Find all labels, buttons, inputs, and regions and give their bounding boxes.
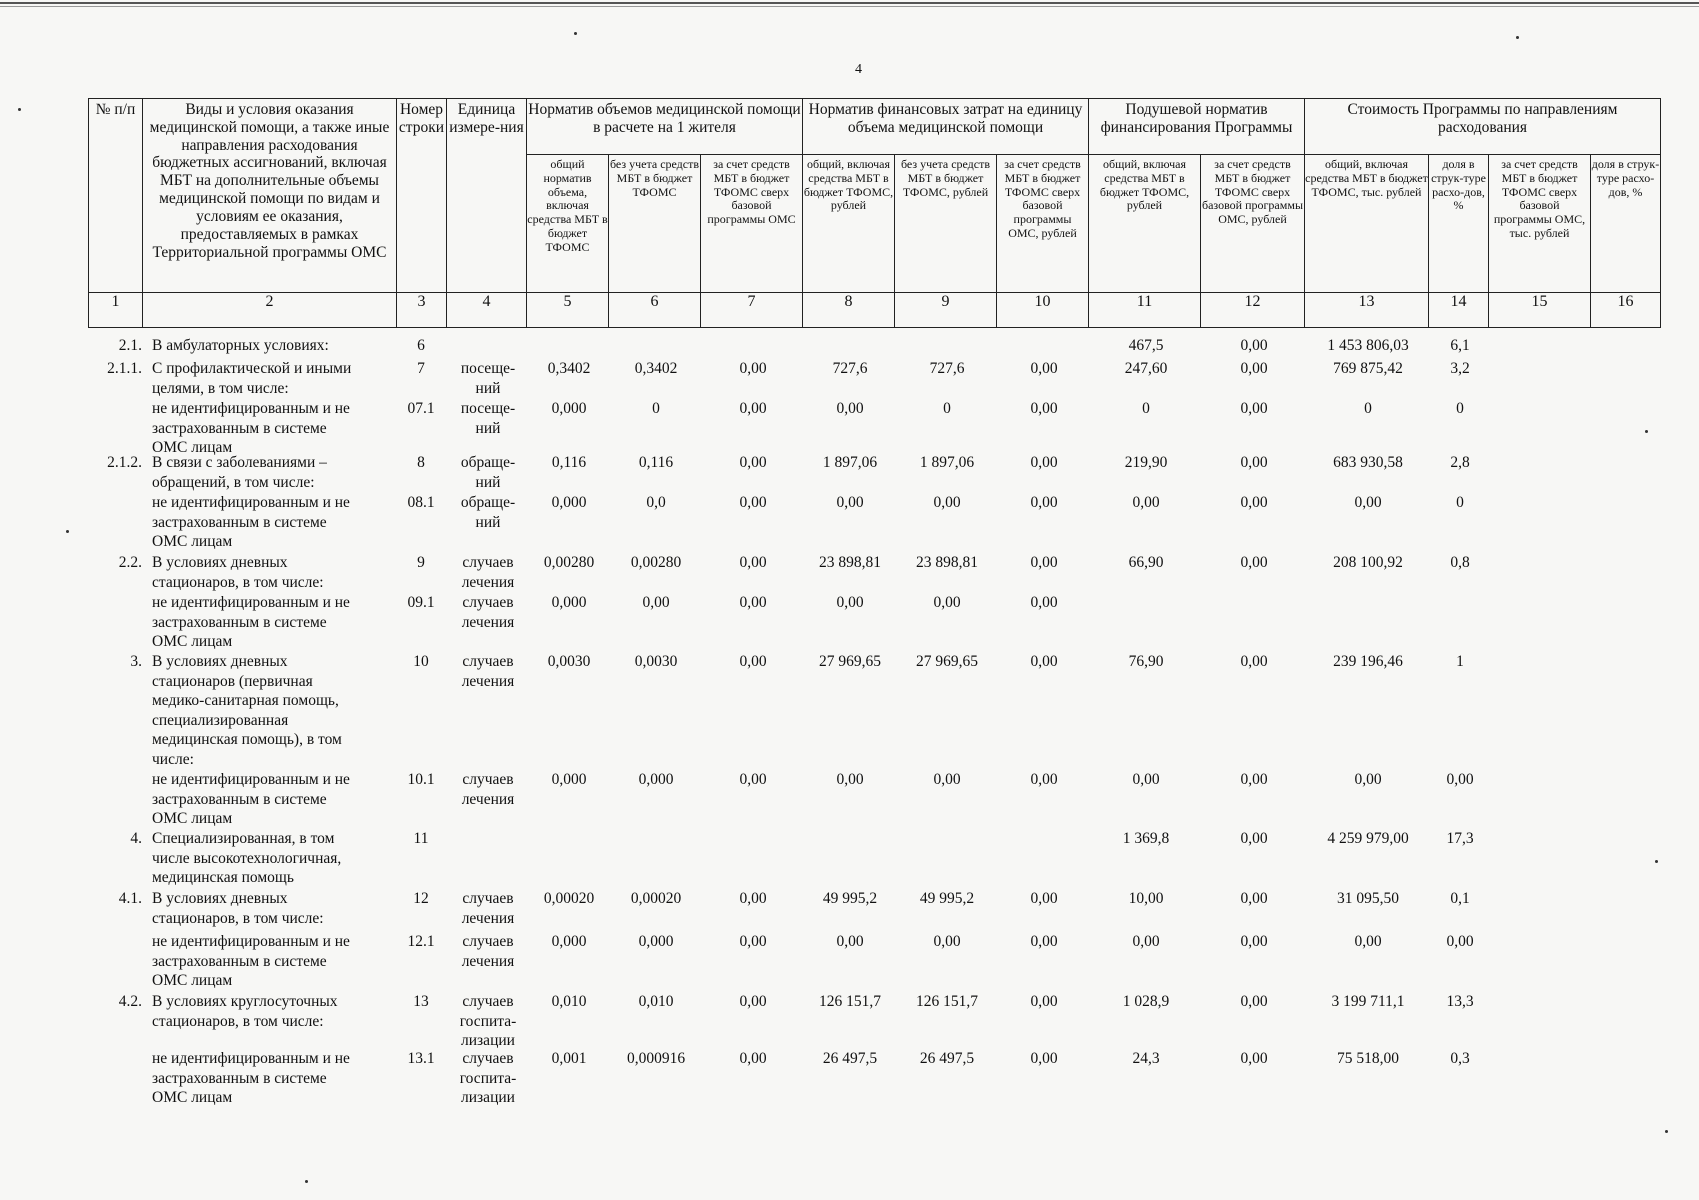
cell-v6: 0,000916 bbox=[626, 1050, 686, 1067]
page-top-rule bbox=[0, 2, 1699, 4]
cell-line: 7 bbox=[417, 360, 425, 377]
cell-v11: 219,90 bbox=[1124, 454, 1168, 471]
cell-line: 11 bbox=[413, 830, 429, 847]
scan-speck bbox=[18, 108, 21, 111]
cell-v7: 0,00 bbox=[739, 494, 767, 511]
cell-v14: 0,3 bbox=[1450, 1050, 1470, 1067]
column-number: 12 bbox=[1201, 293, 1305, 328]
column-number: 16 bbox=[1591, 293, 1661, 328]
cell-v14: 17,3 bbox=[1446, 830, 1474, 847]
cell-line: 9 bbox=[417, 554, 425, 571]
cell-v12: 0,00 bbox=[1240, 993, 1268, 1010]
cell-line: 09.1 bbox=[407, 594, 435, 611]
column-number: 4 bbox=[447, 293, 527, 328]
cell-v9: 0,00 bbox=[933, 771, 961, 788]
cell-line: 12 bbox=[413, 890, 429, 907]
header-col-4: Единица измере-ния bbox=[447, 99, 527, 293]
cell-v7: 0,00 bbox=[739, 933, 767, 950]
cell-name: В связи с заболеваниями – обращений, в том числе: bbox=[152, 454, 327, 491]
cell-line: 08.1 bbox=[407, 494, 435, 511]
cell-v14: 3,2 bbox=[1450, 360, 1470, 377]
cell-no: 4. bbox=[130, 830, 142, 847]
header-sub-8: общий, включая средства МБТ в бюджет ТФОМС, рублей bbox=[803, 155, 895, 293]
cell-v5: 0,001 bbox=[551, 1050, 587, 1067]
column-number-row bbox=[89, 293, 1661, 328]
column-number: 9 bbox=[895, 293, 997, 328]
cell-v11: 66,90 bbox=[1128, 554, 1164, 571]
cell-v13: 239 196,46 bbox=[1333, 653, 1403, 670]
cell-v9: 0 bbox=[943, 400, 951, 417]
cell-v12: 0,00 bbox=[1240, 494, 1268, 511]
cell-no: 2.1.1. bbox=[107, 360, 142, 377]
header-table bbox=[88, 98, 1661, 328]
cell-no: 2.1.2. bbox=[107, 454, 142, 471]
cell-line: 13 bbox=[413, 993, 429, 1010]
cell-v6: 0,00020 bbox=[630, 890, 682, 907]
cell-no: 2.1. bbox=[118, 337, 142, 354]
header-sub-13: общий, включая средства МБТ в бюджет ТФОМС, тыс. рублей bbox=[1305, 155, 1429, 293]
cell-v7: 0,00 bbox=[739, 653, 767, 670]
cell-v11: 1 369,8 bbox=[1122, 830, 1170, 847]
header-sub-5: общий норматив объема, включая средства МБТ в бюджет ТФОМС bbox=[527, 155, 609, 293]
cell-v7: 0,00 bbox=[739, 400, 767, 417]
cell-v11: 0,00 bbox=[1132, 771, 1160, 788]
cell-v5: 0,000 bbox=[551, 400, 587, 417]
cell-v8: 49 995,2 bbox=[822, 890, 878, 907]
cell-line: 10 bbox=[413, 653, 429, 670]
cell-v8: 0,00 bbox=[836, 771, 864, 788]
cell-v9: 727,6 bbox=[929, 360, 965, 377]
cell-v11: 24,3 bbox=[1132, 1050, 1160, 1067]
cell-v11: 247,60 bbox=[1124, 360, 1168, 377]
column-number: 14 bbox=[1429, 293, 1489, 328]
column-number: 10 bbox=[997, 293, 1089, 328]
cell-v13: 75 518,00 bbox=[1337, 1050, 1399, 1067]
cell-line: 10.1 bbox=[407, 771, 435, 788]
cell-v7: 0,00 bbox=[739, 771, 767, 788]
cell-v5: 0,00280 bbox=[543, 554, 595, 571]
cell-v8: 0,00 bbox=[836, 594, 864, 611]
cell-v7: 0,00 bbox=[739, 993, 767, 1010]
page-number: 4 bbox=[855, 62, 862, 77]
cell-v13: 0,00 bbox=[1354, 771, 1382, 788]
cell-name: не идентифицированным и не застрахованным в системе ОМС лицам bbox=[152, 1050, 350, 1106]
cell-v7: 0,00 bbox=[739, 554, 767, 571]
cell-unit: случаев лечения bbox=[461, 771, 515, 808]
cell-v7: 0,00 bbox=[739, 1050, 767, 1067]
cell-v12: 0,00 bbox=[1240, 771, 1268, 788]
cell-v8: 26 497,5 bbox=[822, 1050, 878, 1067]
cell-v8: 727,6 bbox=[832, 360, 868, 377]
cell-v14: 0,00 bbox=[1446, 771, 1474, 788]
cell-v9: 0,00 bbox=[933, 594, 961, 611]
cell-v7: 0,00 bbox=[739, 890, 767, 907]
cell-v13: 4 259 979,00 bbox=[1327, 830, 1409, 847]
cell-v12: 0,00 bbox=[1240, 554, 1268, 571]
cell-no: 2.2. bbox=[118, 554, 142, 571]
header-sub-15: за счет средств МБТ в бюджет ТФОМС сверх базовой программы ОМС, тыс. рублей bbox=[1489, 155, 1591, 293]
cell-v9: 23 898,81 bbox=[916, 554, 978, 571]
cell-v10: 0,00 bbox=[1030, 653, 1058, 670]
scan-speck bbox=[305, 1180, 308, 1183]
scan-speck bbox=[1665, 1130, 1668, 1133]
cell-name: не идентифицированным и не застрахованным в системе ОМС лицам bbox=[152, 771, 350, 827]
cell-name: не идентифицированным и не застрахованным в системе ОМС лицам bbox=[152, 400, 350, 456]
cell-v6: 0,010 bbox=[638, 993, 674, 1010]
cell-v8: 0,00 bbox=[836, 933, 864, 950]
column-number: 11 bbox=[1089, 293, 1201, 328]
cell-v5: 0,000 bbox=[551, 494, 587, 511]
header-sub-9: без учета средств МБТ в бюджет ТФОМС, рублей bbox=[895, 155, 997, 293]
column-number: 3 bbox=[397, 293, 447, 328]
cell-name: Специализированная, в том числе высокотехнологичная, медицинская помощь bbox=[152, 830, 342, 886]
cell-v5: 0,000 bbox=[551, 771, 587, 788]
cell-v13: 1 453 806,03 bbox=[1327, 337, 1409, 354]
cell-line: 13.1 bbox=[407, 1050, 435, 1067]
cell-v6: 0,0030 bbox=[634, 653, 678, 670]
header-col-2: Виды и условия оказания медицинской помощи, а также иные направления расходования бюджетных ассигнований, включая МБТ на дополнительные объемы медицинской помощи по видам и условиям ее оказания, предоставляемых в рамках Территориальной программы ОМС bbox=[143, 99, 397, 293]
cell-v10: 0,00 bbox=[1030, 454, 1058, 471]
cell-v13: 208 100,92 bbox=[1333, 554, 1403, 571]
cell-v8: 23 898,81 bbox=[819, 554, 881, 571]
cell-name: не идентифицированным и не застрахованным в системе ОМС лицам bbox=[152, 933, 350, 989]
column-number: 7 bbox=[701, 293, 803, 328]
cell-v5: 0,000 bbox=[551, 933, 587, 950]
cell-v8: 1 897,06 bbox=[822, 454, 878, 471]
cell-unit: обраще- ний bbox=[460, 454, 516, 491]
header-sub-16: доля в струк-туре расхо-дов, % bbox=[1591, 155, 1661, 293]
cell-v10: 0,00 bbox=[1030, 594, 1058, 611]
header-sub-6: без учета средств МБТ в бюджет ТФОМС bbox=[609, 155, 701, 293]
cell-v10: 0,00 bbox=[1030, 554, 1058, 571]
scan-speck bbox=[574, 32, 577, 35]
cell-v10: 0,00 bbox=[1030, 1050, 1058, 1067]
cell-no: 4.2. bbox=[118, 993, 142, 1010]
cell-v5: 0,116 bbox=[551, 454, 587, 471]
cell-line: 8 bbox=[417, 454, 425, 471]
cell-v12: 0,00 bbox=[1240, 360, 1268, 377]
cell-v9: 0,00 bbox=[933, 494, 961, 511]
cell-v5: 0,0030 bbox=[547, 653, 591, 670]
cell-v6: 0,116 bbox=[638, 454, 674, 471]
cell-v11: 0 bbox=[1142, 400, 1150, 417]
cell-v14: 0,00 bbox=[1446, 933, 1474, 950]
cell-v12: 0,00 bbox=[1240, 830, 1268, 847]
cell-v6: 0 bbox=[652, 400, 660, 417]
cell-v11: 76,90 bbox=[1128, 653, 1164, 670]
cell-unit: случаев госпита- лизации bbox=[459, 1050, 517, 1106]
column-number: 8 bbox=[803, 293, 895, 328]
cell-v8: 0,00 bbox=[836, 494, 864, 511]
cell-name: В амбулаторных условиях: bbox=[152, 337, 329, 354]
cell-v12: 0,00 bbox=[1240, 933, 1268, 950]
scan-speck bbox=[1645, 430, 1648, 433]
cell-v11: 467,5 bbox=[1128, 337, 1164, 354]
page-top-rule-thin bbox=[0, 6, 1699, 7]
cell-v10: 0,00 bbox=[1030, 494, 1058, 511]
cell-v12: 0,00 bbox=[1240, 337, 1268, 354]
cell-v9: 126 151,7 bbox=[916, 993, 978, 1010]
cell-v10: 0,00 bbox=[1030, 933, 1058, 950]
cell-v11: 0,00 bbox=[1132, 933, 1160, 950]
cell-v14: 0,8 bbox=[1450, 554, 1470, 571]
cell-line: 6 bbox=[417, 337, 425, 354]
column-number: 15 bbox=[1489, 293, 1591, 328]
header-group-cost: Норматив финансовых затрат на единицу объема медицинской помощи bbox=[803, 99, 1089, 155]
cell-unit: случаев лечения bbox=[461, 933, 515, 970]
cell-v14: 13,3 bbox=[1446, 993, 1474, 1010]
cell-v14: 1 bbox=[1456, 653, 1464, 670]
cell-unit: случаев лечения bbox=[461, 594, 515, 631]
cell-v9: 49 995,2 bbox=[919, 890, 975, 907]
cell-v12: 0,00 bbox=[1240, 653, 1268, 670]
cell-v8: 0,00 bbox=[836, 400, 864, 417]
cell-v13: 0,00 bbox=[1354, 494, 1382, 511]
cell-v6: 0,000 bbox=[638, 771, 674, 788]
cell-v13: 3 199 711,1 bbox=[1331, 993, 1405, 1010]
header-sub-7: за счет средств МБТ в бюджет ТФОМС сверх базовой программы ОМС bbox=[701, 155, 803, 293]
cell-v11: 10,00 bbox=[1128, 890, 1164, 907]
cell-v6: 0,0 bbox=[646, 494, 666, 511]
cell-v14: 0 bbox=[1456, 494, 1464, 511]
column-number: 2 bbox=[143, 293, 397, 328]
column-number: 13 bbox=[1305, 293, 1429, 328]
cell-v13: 683 930,58 bbox=[1333, 454, 1403, 471]
column-number: 1 bbox=[89, 293, 143, 328]
cell-v5: 0,00020 bbox=[543, 890, 595, 907]
cell-unit: обраще- ний bbox=[460, 494, 516, 531]
column-number: 5 bbox=[527, 293, 609, 328]
header-group-volume: Норматив объемов медицинской помощи в расчете на 1 жителя bbox=[527, 99, 803, 155]
cell-v10: 0,00 bbox=[1030, 360, 1058, 377]
cell-v13: 0 bbox=[1364, 400, 1372, 417]
cell-v10: 0,00 bbox=[1030, 400, 1058, 417]
cell-unit: случаев лечения bbox=[461, 653, 515, 690]
cell-no: 3. bbox=[130, 653, 142, 670]
cell-v12: 0,00 bbox=[1240, 1050, 1268, 1067]
cell-v5: 0,010 bbox=[551, 993, 587, 1010]
cell-v6: 0,00280 bbox=[630, 554, 682, 571]
cell-v10: 0,00 bbox=[1030, 993, 1058, 1010]
cell-v14: 2,8 bbox=[1450, 454, 1470, 471]
scan-speck bbox=[66, 530, 69, 533]
scan-speck bbox=[1655, 860, 1658, 863]
cell-unit: случаев госпита- лизации bbox=[459, 993, 517, 1049]
cell-v13: 0,00 bbox=[1354, 933, 1382, 950]
cell-unit: посеще- ний bbox=[460, 360, 516, 397]
cell-v8: 27 969,65 bbox=[819, 653, 881, 670]
cell-v14: 0 bbox=[1456, 400, 1464, 417]
cell-v9: 0,00 bbox=[933, 933, 961, 950]
header-group-percapita: Подушевой норматив финансирования Программы bbox=[1089, 99, 1305, 155]
cell-v12: 0,00 bbox=[1240, 890, 1268, 907]
cell-unit: посеще- ний bbox=[460, 400, 516, 437]
cell-name: В условиях дневных стационаров, в том числе: bbox=[152, 554, 324, 591]
header-sub-11: общий, включая средства МБТ в бюджет ТФОМС, рублей bbox=[1089, 155, 1201, 293]
cell-v8: 126 151,7 bbox=[819, 993, 881, 1010]
cell-v5: 0,3402 bbox=[547, 360, 591, 377]
cell-v6: 0,00 bbox=[642, 594, 670, 611]
cell-v9: 27 969,65 bbox=[916, 653, 978, 670]
cell-v9: 26 497,5 bbox=[919, 1050, 975, 1067]
header-col-1: № п/п bbox=[89, 99, 143, 293]
header-col-3: Номер строки bbox=[397, 99, 447, 293]
header-sub-14: доля в струк-туре расхо-дов, % bbox=[1429, 155, 1489, 293]
cell-v5: 0,000 bbox=[551, 594, 587, 611]
cell-unit: случаев лечения bbox=[461, 890, 515, 927]
cell-v7: 0,00 bbox=[739, 360, 767, 377]
cell-v14: 6,1 bbox=[1450, 337, 1470, 354]
cell-name: не идентифицированным и не застрахованным в системе ОМС лицам bbox=[152, 494, 350, 550]
cell-name: В условиях дневных стационаров (первичная медико-санитарная помощь, специализированная медицинская помощь), в том числе: bbox=[152, 653, 342, 768]
cell-v13: 769 875,42 bbox=[1333, 360, 1403, 377]
cell-v11: 0,00 bbox=[1132, 494, 1160, 511]
cell-name: В условиях круглосуточных стационаров, в том числе: bbox=[152, 993, 338, 1030]
column-number: 6 bbox=[609, 293, 701, 328]
cell-v9: 1 897,06 bbox=[919, 454, 975, 471]
cell-v7: 0,00 bbox=[739, 454, 767, 471]
scan-speck bbox=[1516, 36, 1519, 39]
cell-name: В условиях дневных стационаров, в том числе: bbox=[152, 890, 324, 927]
cell-line: 07.1 bbox=[407, 400, 435, 417]
cell-v10: 0,00 bbox=[1030, 890, 1058, 907]
cell-v6: 0,3402 bbox=[634, 360, 678, 377]
header-sub-12: за счет средств МБТ в бюджет ТФОМС сверх базовой программы ОМС, рублей bbox=[1201, 155, 1305, 293]
cell-v12: 0,00 bbox=[1240, 454, 1268, 471]
cell-line: 12.1 bbox=[407, 933, 435, 950]
cell-v10: 0,00 bbox=[1030, 771, 1058, 788]
cell-name: С профилактической и иными целями, в том числе: bbox=[152, 360, 352, 397]
cell-v11: 1 028,9 bbox=[1122, 993, 1170, 1010]
header-group-program: Стоимость Программы по направлениям расходования bbox=[1305, 99, 1661, 155]
cell-unit: случаев лечения bbox=[461, 554, 515, 591]
cell-v7: 0,00 bbox=[739, 594, 767, 611]
cell-name: не идентифицированным и не застрахованным в системе ОМС лицам bbox=[152, 594, 350, 650]
header-sub-10: за счет средств МБТ в бюджет ТФОМС сверх базовой программы ОМС, рублей bbox=[997, 155, 1089, 293]
cell-v14: 0,1 bbox=[1450, 890, 1470, 907]
cell-no: 4.1. bbox=[118, 890, 142, 907]
cell-v12: 0,00 bbox=[1240, 400, 1268, 417]
cell-v13: 31 095,50 bbox=[1337, 890, 1399, 907]
cell-v6: 0,000 bbox=[638, 933, 674, 950]
